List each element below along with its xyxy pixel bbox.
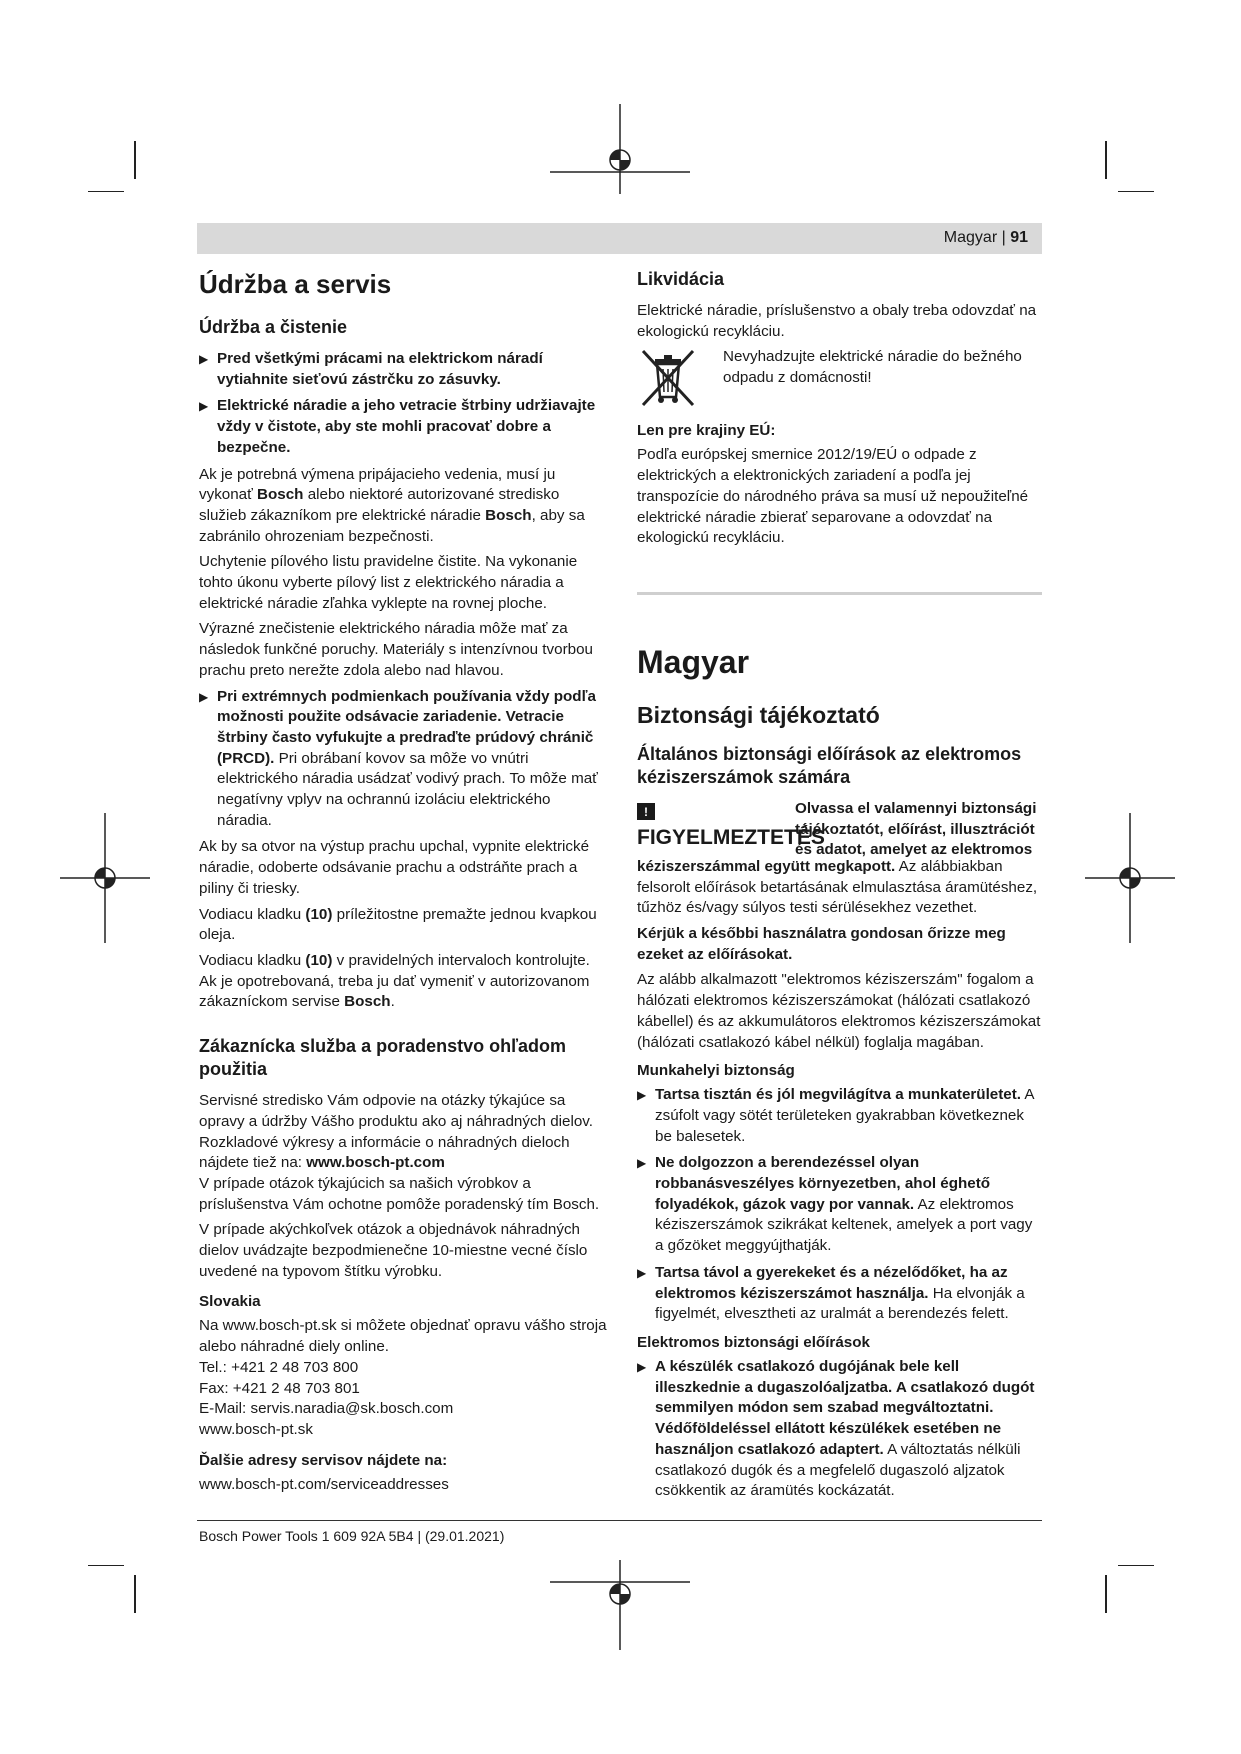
general-heading: Általános biztonsági előírások az elektromos kéziszerszámok számára xyxy=(637,743,1022,787)
triangle-bullet-icon: ▶ xyxy=(637,1359,647,1374)
safety-title: Biztonsági tájékoztató xyxy=(637,701,880,728)
crop-mark xyxy=(1105,141,1107,179)
website-link[interactable]: www.bosch-pt.sk xyxy=(199,1420,313,1438)
section-divider xyxy=(637,592,1042,595)
bullet-text: Tartsa tisztán és jól megvilágítva a munkaterületet. xyxy=(655,1086,1022,1104)
website-link[interactable]: www.bosch-pt.com xyxy=(306,1154,445,1172)
header-separator: | xyxy=(997,229,1011,246)
spacer xyxy=(637,554,1042,643)
bullet-text: Tartsa távol a gyerekeket és a nézelődőket, ha az elektromos kéziszerszámot használja. xyxy=(655,1263,1008,1302)
weee-text: Nevyhadzujte elektrické náradie do bežného odpadu z domácnosti! xyxy=(723,348,1022,387)
paragraph: Ak by sa otvor na výstup prachu upchal, vypnite elektrické náradie, odoberte odsávanie prachu a odstráňte prach a piliny či triesky. xyxy=(199,838,590,897)
list-item xyxy=(637,1357,1042,1502)
registration-mark-right-icon xyxy=(1085,813,1175,943)
crop-mark xyxy=(1118,191,1154,192)
maintenance-heading: Údržba a čistenie xyxy=(199,317,348,337)
list-item xyxy=(637,1153,1042,1257)
paragraph: Elektrické náradie, príslušenstvo a obaly treba odovzdať na ekologickú recykláciu. xyxy=(637,302,1037,340)
paragraph xyxy=(637,924,1042,965)
bullet-text: Pri extrémnych podmienkach používania vždy podľa možnosti použite odsávacie zariadenie. Vetracie štrbiny často vyfukujte a predraďte prúdový chránič (PRCD). xyxy=(217,687,596,767)
list-item xyxy=(637,1085,1042,1147)
text: Ak je potrebná výmena pripájacieho vedenia, musí ju vykonať xyxy=(199,465,556,504)
warning-label-text: FIGYELMEZTETÉS xyxy=(637,825,825,849)
text: . xyxy=(390,993,395,1011)
bullet-text: Elektrické náradie a jeho vetracie štrbiny udržiavajte vždy v čistote, aby ste mohli pracovať dobre a bezpečne. xyxy=(217,397,596,456)
warning-triangle-icon: ! xyxy=(637,803,655,820)
paragraph xyxy=(199,951,609,1013)
page-footer: Bosch Power Tools 1 609 92A 5B4 | (29.01.2021) xyxy=(199,1528,505,1544)
paragraph: Podľa európskej smernice 2012/19/EÚ o odpade z elektrických a elektronických zariadení a podľa jej transpozície do národného práva sa musí už nepoužiteľné elektrické náradie zbierať separovane a odovzdať na ekologickú recykláciu. xyxy=(637,446,1029,547)
crop-mark xyxy=(134,141,136,179)
warning-bold-text: Olvassa el valamennyi biztonsági tájékoztatót, előírást, illusztrációt és adatot, amelyet az elektromos xyxy=(795,799,1037,859)
crop-mark xyxy=(1105,1575,1107,1613)
phone-number: Tel.: +421 2 48 703 800 xyxy=(199,1358,359,1376)
footer-divider xyxy=(197,1520,1042,1521)
bullet-text: Pred všetkými prácami na elektrickom náradí vytiahnite sieťovú zástrčku zo zásuvky. xyxy=(217,350,543,388)
text: Vodiacu kladku xyxy=(199,905,306,923)
bullet-text: Ha elvonják a figyelmét, elvesztheti az uralmát a berendezés felett. xyxy=(655,1284,1025,1323)
bullet-text: A zsúfolt vagy sötét területeken gyakrabban következnek be balesetek. xyxy=(655,1086,1034,1145)
ref-number: (10) xyxy=(305,905,333,923)
paragraph xyxy=(637,857,1042,919)
right-column xyxy=(637,268,1042,1508)
crop-mark xyxy=(134,1575,136,1613)
paragraph: V prípade akýchkoľvek otázok a objednávok náhradných dielov uvádzajte bezpodmienečne 10-miestne vecné číslo uvedené na typovom štítku výrobku. xyxy=(199,1221,588,1280)
section-title: Údržba a servis xyxy=(199,269,392,299)
list-item xyxy=(199,396,609,458)
paragraph: V prípade otázok týkajúcich sa našich výrobkov a príslušenstva Vám ochotne pomôže poradenský tím Bosch. xyxy=(199,1174,600,1213)
text: príležitostne premažte jednou kvapkou oleja. xyxy=(199,905,597,944)
work-area-heading: Munkahelyi biztonság xyxy=(637,1062,795,1080)
bullet-text: Az elektromos kéziszerszámok szikrákat keltenek, amelyek a port vagy a gőzöket meggyújthatják. xyxy=(655,1195,1033,1255)
brand-text: Bosch xyxy=(257,486,304,504)
page-header xyxy=(944,229,1028,247)
language-title: Magyar xyxy=(637,643,750,680)
electrical-safety-heading: Elektromos biztonsági előírások xyxy=(637,1333,870,1351)
eu-heading: Len pre krajiny EÚ: xyxy=(637,422,776,440)
left-column xyxy=(199,268,609,1495)
paragraph: Az alább alkalmazott "elektromos kéziszerszám" fogalom a hálózati elektromos kéziszerszámokat (hálózati csatlakozó kábellel) és az akkumulátoros elektromos kéziszerszámokat (hálózati csatlakozó kábel nélkül) foglalja magában. xyxy=(637,971,1041,1051)
text: , aby sa zabránilo ohrozeniam bezpečnosti. xyxy=(199,506,585,545)
paragraph: Uchytenie pílového listu pravidelne čistite. Na vykonanie tohto úkonu vyberte pílový list z elektrického náradia a elektrické náradie zľahka vyklepte na rovnej ploche. xyxy=(199,553,578,612)
text: alebo niektoré autorizované stredisko služieb zákazníkom pre elektrické náradie xyxy=(199,486,560,524)
email-address[interactable]: E-Mail: servis.naradia@sk.bosch.com xyxy=(199,1400,454,1418)
crop-mark xyxy=(1118,1565,1154,1566)
weee-notice xyxy=(637,347,1042,409)
crop-mark xyxy=(88,191,124,192)
bullet-text: Ne dolgozzon a berendezéssel olyan robbanásveszélyes környezetben, ahol éghető folyadékok, gázok vagy por vannak. xyxy=(655,1154,991,1213)
ref-number: (10) xyxy=(305,951,333,969)
warning-block xyxy=(637,799,1042,857)
triangle-bullet-icon: ▶ xyxy=(199,352,209,366)
header-language: Magyar xyxy=(943,229,998,246)
triangle-bullet-icon: ▶ xyxy=(637,1265,647,1280)
bullet-text: A változtatás nélküli csatlakozó dugók és a megfelelő dugaszoló aljzatok csökkentik az áramütés kockázatát. xyxy=(655,1440,1021,1500)
paragraph: Výrazné znečistenie elektrického náradia môže mať za následok funkčné poruchy. Materiály s intenzívnou tvorbou prachu preto nerežte zdola alebo nad hlavou. xyxy=(199,620,593,679)
text: Vodiacu kladku xyxy=(199,951,306,969)
warning-label xyxy=(637,799,825,851)
page-header-bar xyxy=(197,223,1042,254)
more-addresses-heading: Ďalšie adresy servisov nájdete na: xyxy=(199,1451,448,1469)
keep-instructions-text: Kérjük a későbbi használatra gondosan őrizze meg ezeket az előírásokat. xyxy=(637,925,1006,963)
registration-mark-left-icon xyxy=(60,813,150,943)
brand-text: Bosch xyxy=(485,506,532,524)
paragraph xyxy=(199,465,609,548)
list-item xyxy=(637,1263,1042,1325)
page-number: 91 xyxy=(1010,229,1028,246)
service-addresses-link[interactable]: www.bosch-pt.com/serviceaddresses xyxy=(199,1475,449,1493)
triangle-bullet-icon: ▶ xyxy=(637,1088,647,1103)
triangle-bullet-icon: ▶ xyxy=(637,1156,647,1171)
list-item xyxy=(199,687,609,832)
service-heading: Zákaznícka služba a poradenstvo ohľadom použitia xyxy=(199,1036,567,1080)
text: Az alábbiakban felsorolt előírások betartásának elmulasztása áramütéshez, tűzhöz és/vagy súlyos testi sérülésekhez vezethet. xyxy=(637,857,1038,917)
crossed-bin-icon xyxy=(637,347,699,409)
triangle-bullet-icon: ▶ xyxy=(199,399,209,414)
paragraph: Na www.bosch-pt.sk si môžete objednať opravu vášho stroja alebo náhradné diely online. xyxy=(199,1317,607,1356)
text: v pravidelných intervaloch kontrolujte. Ak je opotrebovaná, treba ju dať vymeniť v autorizovanom zákazníckom servise xyxy=(199,951,590,1011)
fax-number: Fax: +421 2 48 703 801 xyxy=(199,1379,360,1397)
country-heading: Slovakia xyxy=(199,1293,261,1311)
registration-mark-bottom-icon xyxy=(550,1560,690,1650)
paragraph xyxy=(199,1091,609,1174)
paragraph xyxy=(199,905,609,946)
triangle-bullet-icon: ▶ xyxy=(199,689,209,704)
list-item xyxy=(199,349,609,390)
warning-bold-text: kéziszerszámmal együtt megkapott. xyxy=(637,857,896,875)
registration-mark-top-icon xyxy=(550,104,690,194)
brand-text: Bosch xyxy=(344,993,391,1011)
disposal-heading: Likvidácia xyxy=(637,269,725,289)
bullet-text: Pri obrábaní kovov sa môže vo vnútri elektrického náradia usádzať vodivý prach. To môže mať negatívny vplyv na ochrannú izoláciu elektrického náradia. xyxy=(217,749,598,829)
text: Servisné stredisko Vám odpovie na otázky týkajúce sa opravy a údržby Vášho produktu ako aj náhradných dielov. Rozkladové výkresy a informácie o náhradných dieloch nájdete tiež na: xyxy=(199,1092,593,1172)
crop-mark xyxy=(88,1565,124,1566)
bullet-text: A készülék csatlakozó dugójának bele kell illeszkednie a dugaszolóaljzatba. A csatlakozó dugót semmilyen módon sem szabad megváltoztatni. Védőföldeléssel ellátott készülékek esetében ne használjon csatlakozó adaptert. xyxy=(655,1357,1035,1458)
